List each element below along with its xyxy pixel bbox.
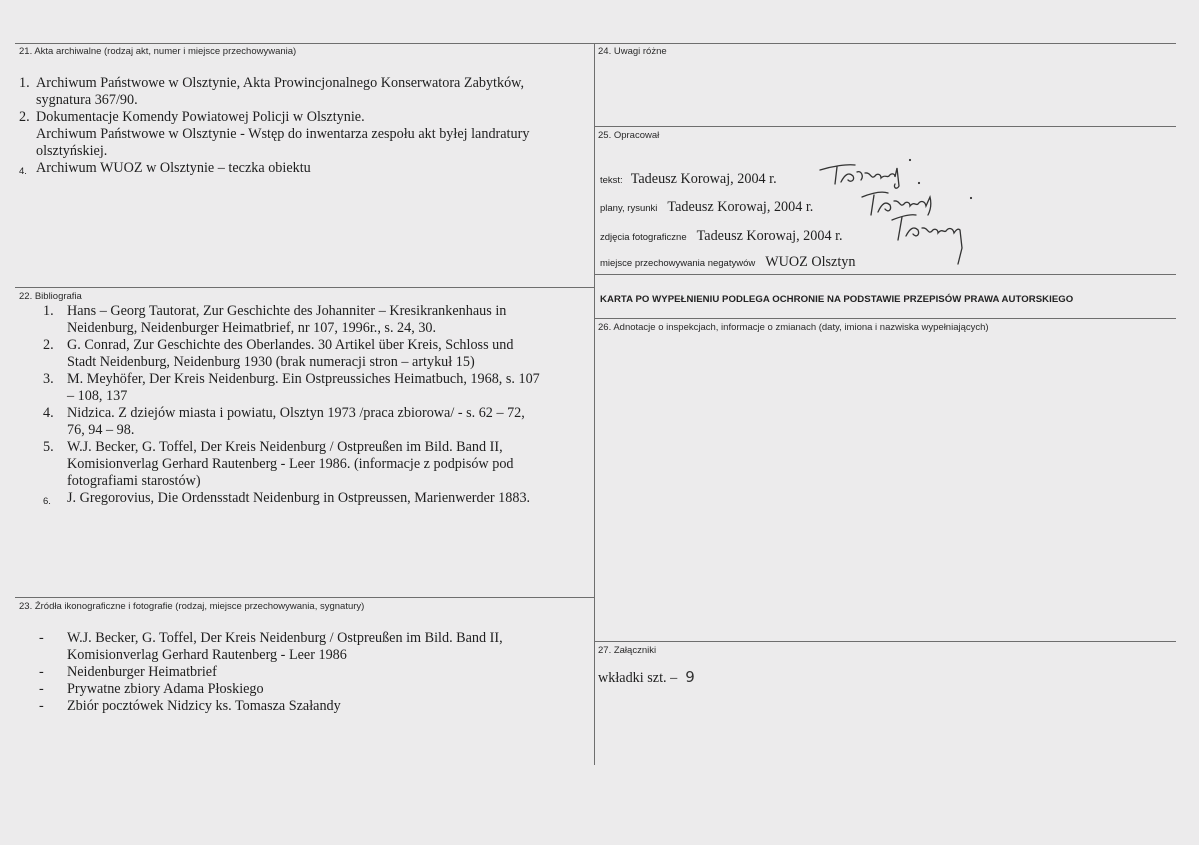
zdjecia-row [600, 227, 843, 245]
list-item-line: J. Gregorovius, Die Ordensstadt Neidenburg in Ostpreussen, Marienwerder 1883. [67, 490, 531, 506]
list-item-line: G. Conrad, Zur Geschichte des Oberlandes. 30 Artikel über Kreis, Schloss und [67, 337, 514, 353]
list-item-number: 1. [19, 75, 30, 91]
list-item-line: Neidenburger Heimatbrief [67, 664, 217, 680]
top-border-line [15, 43, 1176, 44]
list-item-line: olsztyńskiej. [36, 143, 108, 159]
attachments-row [598, 668, 695, 687]
section-23-header: 23. Źródła ikonograficzne i fotografie (rodzaj, miejsce przechowywania, sygnatury) [19, 601, 365, 612]
plany-label: plany, rysunki [600, 203, 658, 214]
signature-zdjecia [888, 208, 978, 268]
section-27-top-line [594, 641, 1176, 642]
list-item-line: W.J. Becker, G. Toffel, Der Kreis Neidenburg / Ostpreußen im Bild. Band II, [67, 630, 503, 646]
list-item-line: Komisionverlag Gerhard Rautenberg - Leer 1986. (informacje z podpisów pod [67, 456, 514, 472]
list-item-line: – 108, 137 [67, 388, 128, 404]
plany-value: Tadeusz Korowaj, 2004 r. [667, 199, 814, 215]
zdjecia-value: Tadeusz Korowaj, 2004 r. [696, 228, 843, 244]
negatywy-value: WUOZ Olsztyn [765, 254, 856, 270]
section-23-top-line [15, 597, 594, 598]
list-item-line: M. Meyhöfer, Der Kreis Neidenburg. Ein Ostpreussiches Heimatbuch, 1968, s. 107 [67, 371, 540, 387]
list-item-line: W.J. Becker, G. Toffel, Der Kreis Neidenburg / Ostpreußen im Bild. Band II, [67, 439, 503, 455]
section-26-header: 26. Adnotacje o inspekcjach, informacje o zmianach (daty, imiona i nazwiska wypełniających) [598, 322, 989, 333]
list-item-number: 3. [43, 371, 54, 387]
attachments-count: 9 [685, 668, 695, 686]
list-item-number: - [39, 630, 44, 646]
list-item-number: 1. [43, 303, 54, 319]
negatywy-row [600, 253, 855, 271]
section-24-header: 24. Uwagi różne [598, 46, 667, 57]
section-25-top-line [594, 126, 1176, 127]
tekst-row [600, 170, 777, 188]
list-item-number: - [39, 681, 44, 697]
section-22-top-line [15, 287, 594, 288]
list-item-line: Archiwum Państwowe w Olsztynie, Akta Prowincjonalnego Konserwatora Zabytków, [36, 75, 525, 91]
list-item-line: Komisionverlag Gerhard Rautenberg - Leer 1986 [67, 647, 347, 663]
zdjecia-label: zdjęcia fotograficzne [600, 232, 687, 243]
plany-row [600, 198, 813, 216]
list-item-line: Prywatne zbiory Adama Płoskiego [67, 681, 264, 697]
list-item-number: - [39, 698, 44, 714]
list-item-line: Hans – Georg Tautorat, Zur Geschichte des Johanniter – Kresikrankenhaus in [67, 303, 507, 319]
list-item-line: fotografiami starostów) [67, 473, 201, 489]
list-item-number: - [39, 664, 44, 680]
section-26-top-line [594, 318, 1176, 319]
list-item-line: Neidenburg, Neidenburger Heimatbrief, nr 107, 1996r., s. 24, 30. [67, 320, 437, 336]
negatywy-label: miejsce przechowywania negatywów [600, 258, 756, 269]
list-item-number: 4. [43, 405, 54, 421]
list-item-line: 76, 94 – 98. [67, 422, 135, 438]
list-item-number: 2. [19, 109, 30, 125]
section-22-header: 22. Bibliografia [19, 291, 82, 302]
list-item-line: Dokumentacje Komendy Powiatowej Policji w Olsztynie. [36, 109, 365, 125]
list-item-line: Archiwum WUOZ w Olsztynie – teczka obiektu [36, 160, 311, 176]
tekst-value: Tadeusz Korowaj, 2004 r. [630, 171, 777, 187]
list-item-line: Archiwum Państwowe w Olsztynie - Wstęp do inwentarza zespołu akt byłej landratury [36, 126, 530, 142]
section-25-header: 25. Opracował [598, 130, 660, 141]
list-item-number: 4. [19, 166, 27, 177]
copyright-top-line [594, 274, 1176, 275]
list-item-line: Nidzica. Z dziejów miasta i powiatu, Olsztyn 1973 /praca zbiorowa/ - s. 62 – 72, [67, 405, 525, 421]
center-divider-line [594, 43, 595, 765]
list-item-line: Stadt Neidenburg, Neidenburg 1930 (brak numeracji stron – artykuł 15) [67, 354, 475, 370]
list-item-number: 5. [43, 439, 54, 455]
copyright-note: KARTA PO WYPEŁNIENIU PODLEGA OCHRONIE NA PODSTAWIE PRZEPISÓW PRAWA AUTORSKIEGO [600, 294, 1074, 305]
list-item-line: Zbiór pocztówek Nidzicy ks. Tomasza Szałandy [67, 698, 341, 714]
list-item-number: 6. [43, 496, 51, 507]
section-27-header: 27. Załączniki [598, 645, 657, 656]
list-item-number: 2. [43, 337, 54, 353]
attachments-label: wkładki szt. – [598, 670, 678, 686]
list-item-line: sygnatura 367/90. [36, 92, 138, 108]
tekst-label: tekst: [600, 175, 623, 186]
section-21-header: 21. Akta archiwalne (rodzaj akt, numer i miejsce przechowywania) [19, 46, 297, 57]
